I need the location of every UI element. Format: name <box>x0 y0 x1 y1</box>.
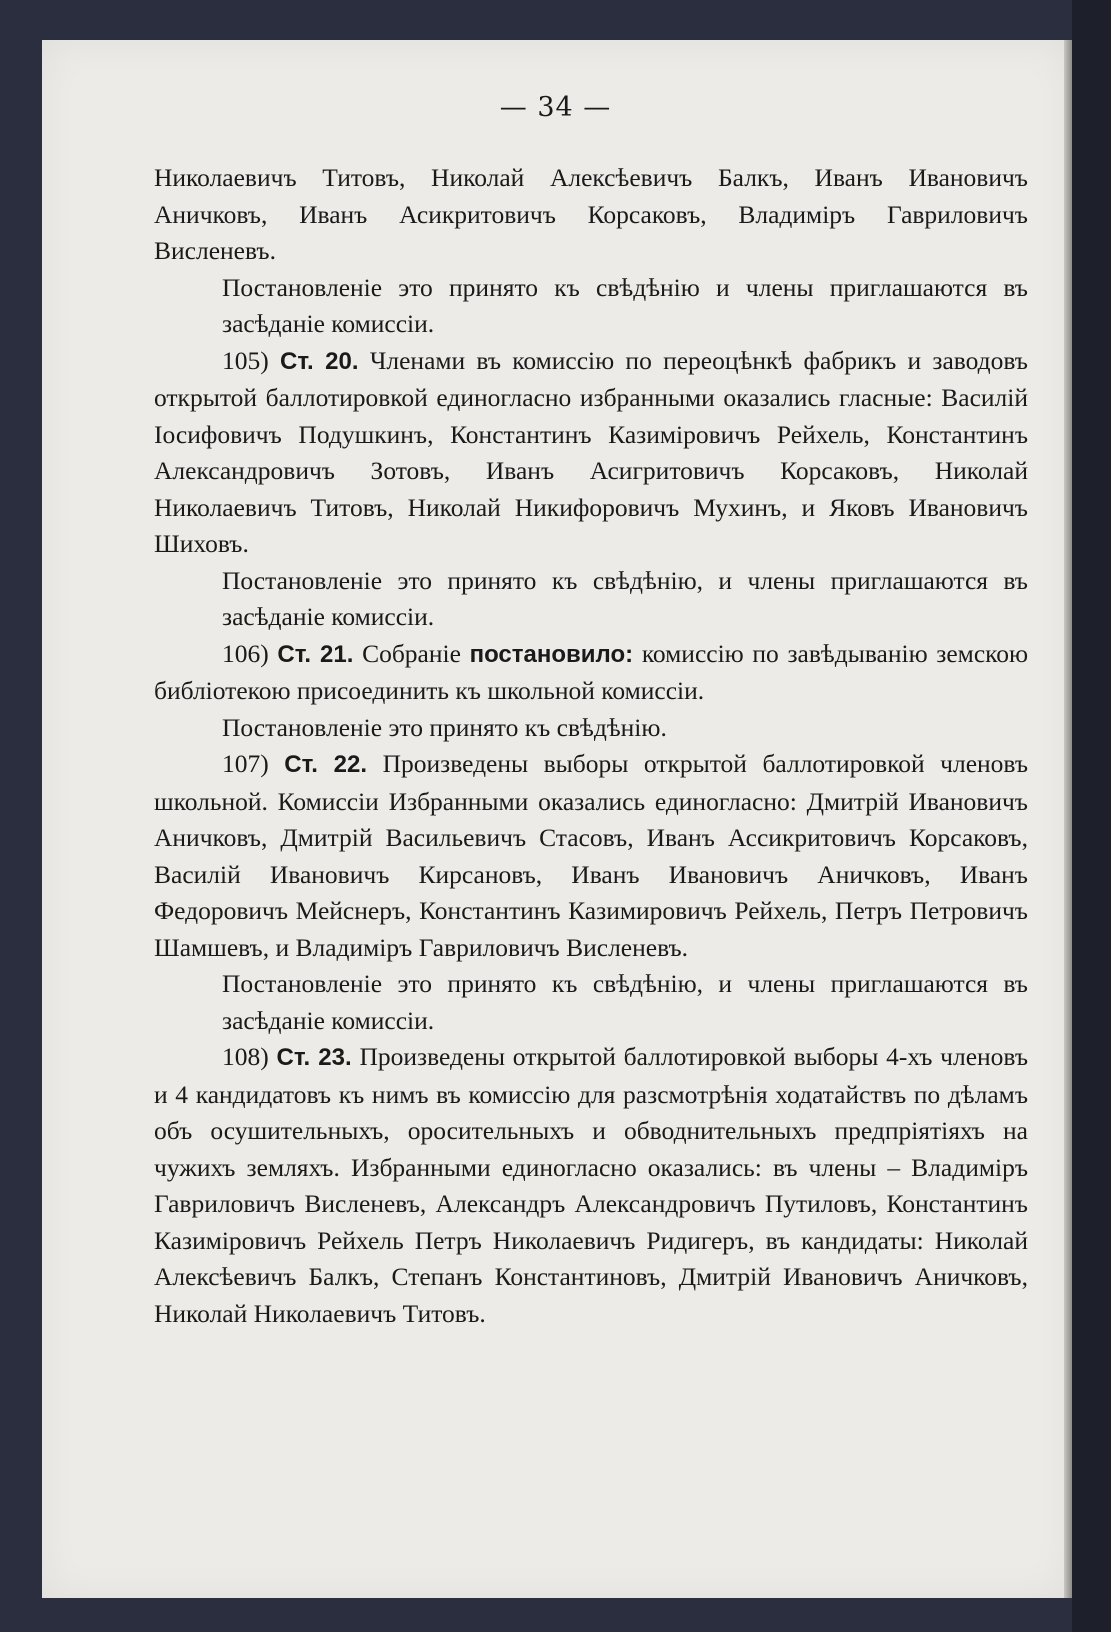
paragraph-text: Собраніе <box>362 638 461 668</box>
paragraph-107 <box>154 746 1028 966</box>
page-number: — 34 — <box>499 92 612 123</box>
article-ref: Ст. 21. <box>277 640 354 668</box>
resolution-text: Постановленіе это принято къ свѣдѣнію. <box>222 712 667 742</box>
resolution-text: Постановленіе это принято къ свѣдѣнію, и члены приглашаются въ засѣданіе комиссіи. <box>222 565 1028 631</box>
paragraph-105 <box>154 343 1028 563</box>
article-ref: Ст. 22. <box>284 751 368 778</box>
document-body <box>154 160 1028 1332</box>
decision-keyword: постановило: <box>469 640 634 668</box>
article-ref: Ст. 20. <box>280 347 359 375</box>
paragraph-text: комиссію по завѣдыванію земскою библіотекою присоединить къ школьной комиссіи. <box>154 638 1029 705</box>
item-number: 106) <box>222 638 269 668</box>
paragraph-106 <box>154 636 1028 710</box>
paragraph-text: Произведены открытой баллотировкой выборы 4-хъ членовъ и 4 кандидатовъ къ нимъ въ комиссію для разсмотрѣнія ходатайствъ по дѣламъ объ осушительныхъ, оросительныхъ и обводнительныхъ предпріятіяхъ на чужихъ земляхъ. Избранными единогласно оказались: въ члены – Владиміръ Гавриловичъ Висленевъ, Александръ Александровичъ Путиловъ, Константинъ Казиміровичъ Рейхель Петръ Николаевичъ Ридигеръ, въ кандидаты: Николай Алексѣевичъ Балкъ, Степанъ Константиновъ, Дмитрій Ивановичъ Аничковъ, Николай Николаевичъ Титовъ. <box>154 1042 1029 1328</box>
paragraph-continuation: Николаевичъ Титовъ, Николай Алексѣевичъ Балкъ, Иванъ Ивановичъ Аничковъ, Иванъ Асикритовичъ Корсаковъ, Владиміръ Гавриловичъ Висленевъ. <box>154 163 1028 265</box>
item-number: 105) <box>222 345 269 375</box>
scan-background <box>1072 0 1111 1632</box>
paragraph-text: Членами въ комиссію по переоцѣнкѣ фабрикъ и заводовъ открытой баллотировкой единогласно избранными оказались гласные: Василій Іосифовичъ Подушкинъ, Константинъ Казиміровичъ Рейхель, Константинъ Александровичъ Зотовъ, Иванъ Асигритовичъ Корсаковъ, Николай Николаевичъ Титовъ, Николай Никифоровичъ Мухинъ, и Яковъ Ивановичъ Шиховъ. <box>154 345 1028 558</box>
resolution-text: Постановленіе это принято къ свѣдѣнію, и члены приглашаются въ засѣданіе комиссіи. <box>222 969 1028 1035</box>
resolution-text: Постановленіе это принято къ свѣдѣнію и члены приглашаются въ засѣданіе комиссіи. <box>222 272 1028 338</box>
paragraph-text: Произведены выборы открытой баллотировкой членовъ школьной. Комиссіи Избранными оказались единогласно: Дмитрій Ивановичъ Аничковъ, Дмитрій Васильевичъ Стасовъ, Иванъ Ассикритовичъ Корсаковъ, Василій Ивановичъ Кирсановъ, Иванъ Ивановичъ Аничковъ, Иванъ Федоровичъ Мейснеръ, Константинъ Казимировичъ Рейхель, Петръ Петровичъ Шамшевъ, и Владиміръ Гавриловичъ Висленевъ. <box>154 749 1029 962</box>
article-ref: Ст. 23. <box>276 1044 352 1071</box>
paragraph-108 <box>154 1039 1028 1332</box>
item-number: 107) <box>222 749 269 778</box>
item-number: 108) <box>222 1042 269 1071</box>
page-edge <box>1064 40 1072 1598</box>
